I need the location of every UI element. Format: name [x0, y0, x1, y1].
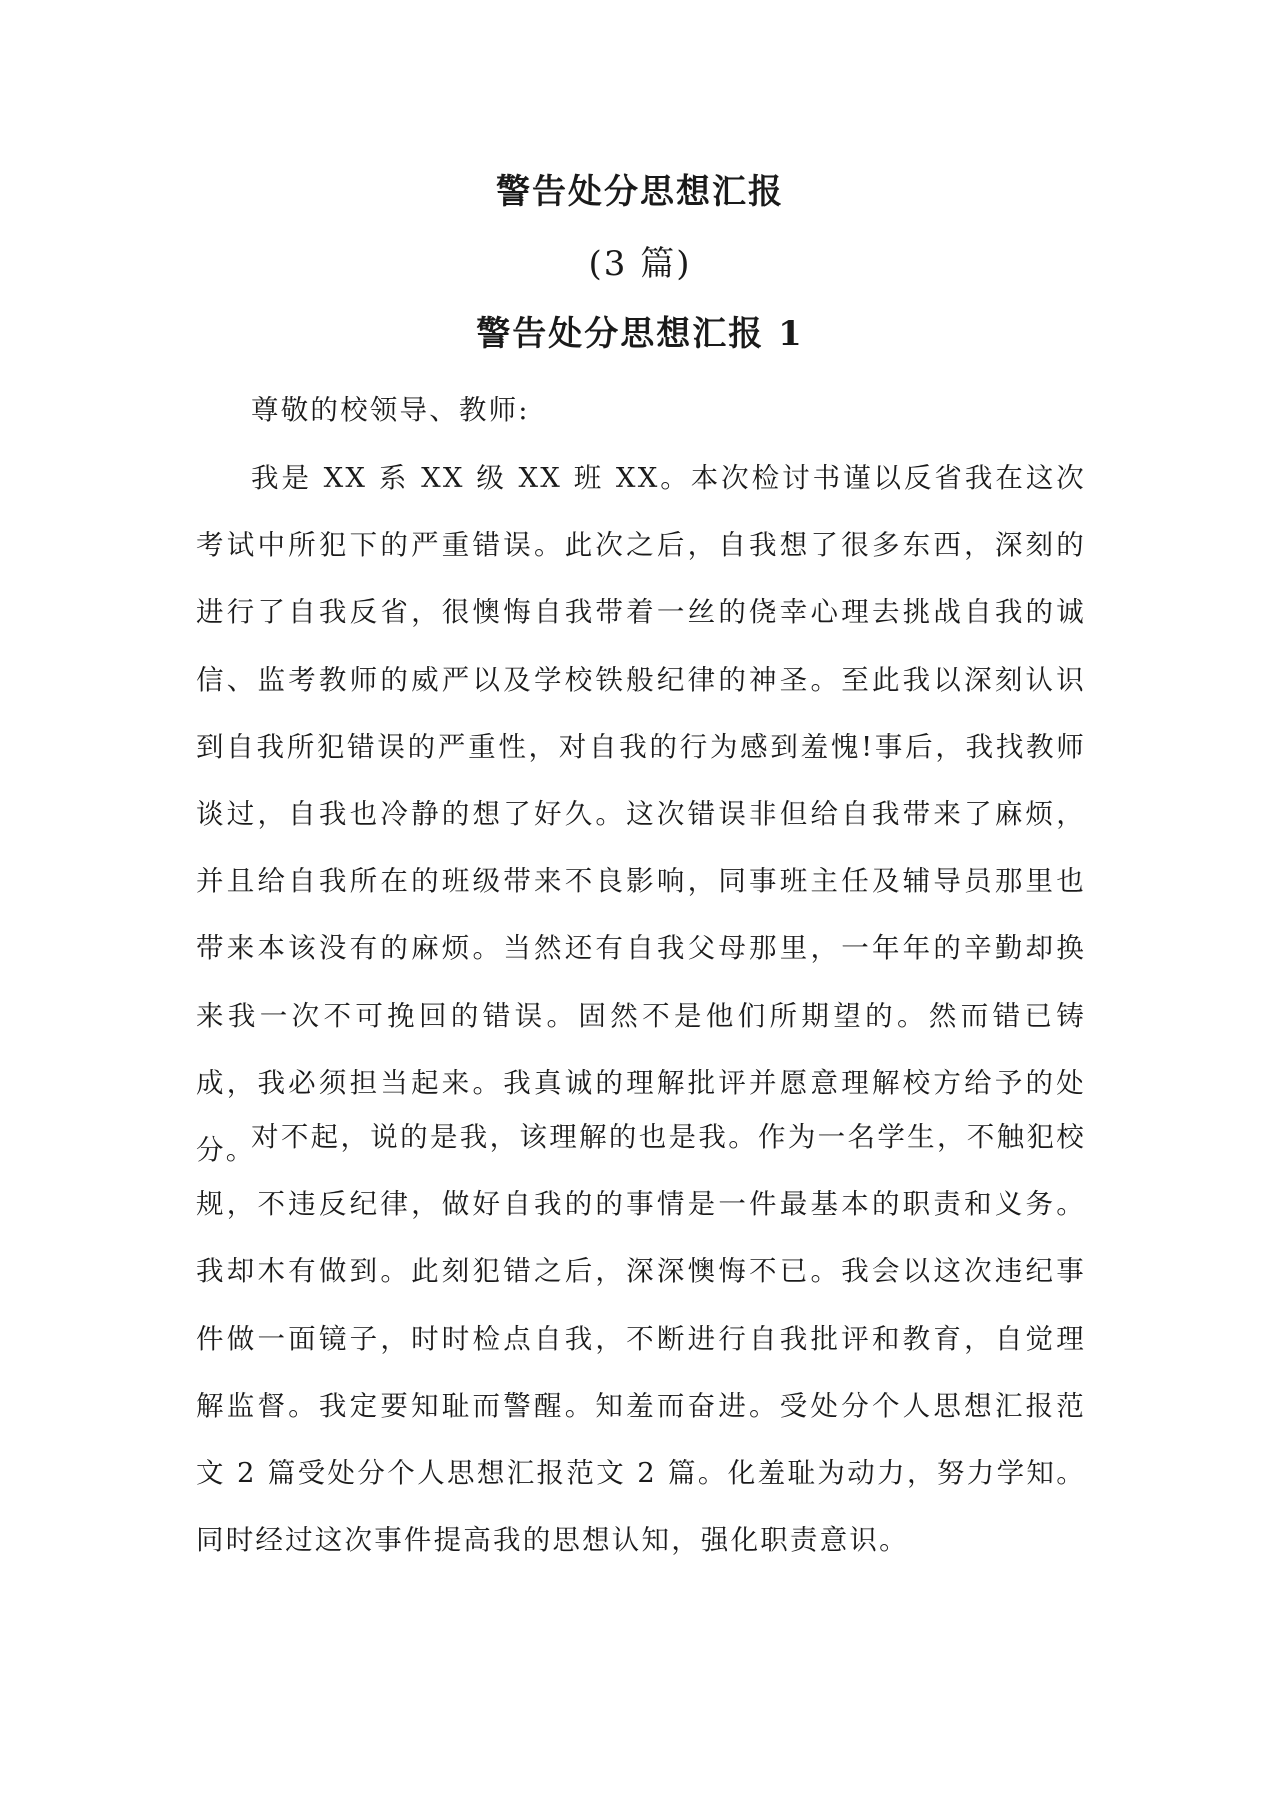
body-paragraph-1: 我是 XX 系 XX 级 XX 班 XX。本次检讨书谨以反省我在这次考试中所犯下的严重错误。此次之后，自我想了很多东西，深刻的进行了自我反省，很懊悔自我带着一丝的侥幸心理去挑战自我的诚信、监考教师的威严以及学校铁般纪律的神圣。至此我以深刻认识到自我所犯错误的严重性，对自我的行为感到羞愧!事后，我找教师谈过，自我也冷静的想了好久。这次错误非但给自我带来了麻烦，并且给自我所在的班级带来不良影响，同事班主任及辅导员那里也带来本该没有的麻烦。当然还有自我父母那里，一年年的辛勤却换来我一次不可挽回的错误。固然不是他们所期望的。然而错已铸成，我必须担当起来。我真诚的理解批评并愿意理解校方给予的处分。	[196, 462, 1086, 1167]
document-count-label: (3 篇)	[588, 244, 692, 284]
section-heading: 警告处分思想汇报 1	[476, 314, 804, 354]
document-title: 警告处分思想汇报	[496, 172, 784, 212]
body-paragraph-2: 对不起，说的是我，该理解的也是我。作为一名学生，不触犯校规，不违反纪律，做好自我的的事情是一件最基本的职责和义务。我却木有做到。此刻犯错之后，深深懊悔不已。我会以这次违纪事件做一面镜子，时时检点自我，不断进行自我批评和教育，自觉理解监督。我定要知耻而警醒。知羞而奋进。受处分个人思想汇报范文 2 篇受处分个人思想汇报范文 2 篇。化羞耻为动力，努力学知。同时经过这次事件提高我的思想认知，强化职责意识。	[196, 1121, 1086, 1557]
salutation: 尊敬的校领导、教师:	[251, 394, 530, 426]
